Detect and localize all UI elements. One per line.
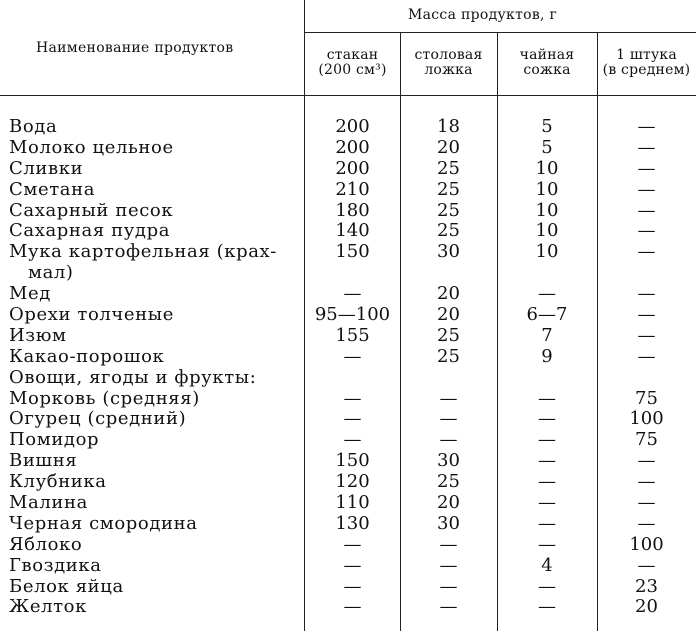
- value-glass: 200: [335, 157, 370, 179]
- product-name: Малина: [9, 492, 88, 514]
- header-col-tablespoon: [400, 48, 497, 78]
- value-piece: —: [637, 178, 656, 200]
- value-glass: —: [343, 533, 362, 555]
- value-tablespoon: 25: [437, 471, 460, 493]
- header-col-piece-line1: 1 штука: [616, 47, 677, 63]
- table-row: [0, 597, 696, 618]
- value-teaspoon: —: [538, 450, 556, 472]
- table-row: [0, 430, 696, 451]
- value-glass: —: [343, 554, 362, 576]
- value-glass: 200: [335, 136, 370, 158]
- value-tablespoon: 30: [437, 512, 460, 534]
- value-glass: 120: [335, 471, 370, 493]
- value-teaspoon: —: [538, 512, 556, 534]
- table-row: [0, 472, 696, 493]
- value-tablespoon: —: [439, 575, 458, 597]
- value-glass: 140: [335, 220, 370, 242]
- value-tablespoon: 20: [437, 283, 460, 305]
- value-glass: —: [343, 596, 362, 618]
- value-piece: —: [637, 554, 656, 576]
- value-piece: —: [637, 324, 656, 346]
- value-tablespoon: 25: [437, 157, 460, 179]
- value-teaspoon: 10: [535, 199, 559, 221]
- table-row: [0, 117, 696, 138]
- product-name: Какао-порошок: [9, 345, 165, 367]
- value-piece: —: [637, 241, 656, 263]
- value-tablespoon: —: [439, 408, 458, 430]
- header-name-column: Наименование продуктов: [36, 40, 234, 56]
- table-row: [0, 180, 696, 201]
- value-glass: 95—100: [314, 304, 391, 326]
- value-teaspoon: 10: [535, 220, 559, 242]
- rule-group-under: [304, 32, 696, 33]
- value-piece: 100: [629, 533, 664, 555]
- product-name: Гвоздика: [9, 554, 102, 576]
- value-teaspoon: 10: [535, 157, 559, 179]
- header-col-teaspoon-line2: сожка: [523, 62, 571, 78]
- product-name: Морковь (средняя): [9, 387, 200, 409]
- product-name: Изюм: [9, 324, 67, 346]
- product-name: Черная смородина: [9, 512, 198, 534]
- value-glass: 150: [335, 241, 370, 263]
- value-tablespoon: 25: [437, 199, 460, 221]
- value-teaspoon: —: [538, 596, 556, 618]
- value-teaspoon: —: [538, 283, 556, 305]
- table-row: [0, 284, 696, 305]
- product-name: Молоко цельное: [9, 136, 174, 158]
- header-col-teaspoon: [497, 48, 597, 78]
- value-glass: —: [343, 345, 362, 367]
- value-piece: —: [637, 199, 656, 221]
- value-tablespoon: 20: [437, 304, 460, 326]
- product-name: Яблоко: [9, 533, 83, 555]
- value-teaspoon: —: [538, 429, 556, 451]
- product-name: Мука картофельная (крах-: [9, 241, 277, 263]
- value-piece: —: [637, 116, 656, 137]
- product-name: Помидор: [9, 429, 100, 451]
- product-name: Вода: [9, 116, 58, 137]
- value-glass: 200: [335, 116, 370, 137]
- value-tablespoon: —: [439, 429, 458, 451]
- product-name: Вишня: [9, 450, 78, 472]
- value-glass: —: [343, 387, 362, 409]
- value-glass: 155: [335, 324, 370, 346]
- value-piece: —: [637, 304, 656, 326]
- value-tablespoon: 20: [437, 136, 460, 158]
- table-row: [0, 577, 696, 598]
- value-teaspoon: 4: [541, 554, 553, 576]
- value-piece: 75: [635, 387, 658, 409]
- value-piece: —: [637, 345, 656, 367]
- value-glass: 150: [335, 450, 370, 472]
- header-col-glass: [305, 48, 400, 78]
- product-name: Огурец (средний): [9, 408, 187, 430]
- value-tablespoon: —: [439, 554, 458, 576]
- value-teaspoon: —: [538, 408, 556, 430]
- value-teaspoon: —: [538, 533, 556, 555]
- product-name: Сливки: [9, 157, 84, 179]
- product-name: Белок яйца: [9, 575, 124, 597]
- table-row: [0, 305, 696, 326]
- value-teaspoon: 9: [541, 345, 553, 367]
- table-row: [0, 263, 696, 284]
- value-glass: 210: [335, 178, 370, 200]
- header-col-piece: [597, 48, 696, 78]
- value-glass: —: [343, 429, 362, 451]
- header-col-tablespoon-line1: столовая: [414, 47, 483, 63]
- value-teaspoon: 10: [535, 241, 559, 263]
- value-piece: 75: [635, 429, 658, 451]
- value-piece: 100: [629, 408, 664, 430]
- value-piece: —: [637, 283, 656, 305]
- value-tablespoon: 25: [437, 345, 460, 367]
- table-row: [0, 451, 696, 472]
- value-teaspoon: 10: [535, 178, 559, 200]
- table-row: [0, 389, 696, 410]
- header-col-tablespoon-line2: ложка: [424, 62, 473, 78]
- header-col-teaspoon-line1: чайная: [519, 47, 575, 63]
- value-tablespoon: —: [439, 533, 458, 555]
- value-tablespoon: 25: [437, 178, 460, 200]
- value-tablespoon: 25: [437, 220, 460, 242]
- table-row: [0, 326, 696, 347]
- value-teaspoon: —: [538, 387, 556, 409]
- header-col-glass-line2: (200 см³): [318, 62, 387, 78]
- value-teaspoon: 6—7: [526, 304, 568, 326]
- product-name: мал): [9, 262, 74, 284]
- product-name: Овощи, ягоды и фрукты:: [9, 366, 257, 388]
- product-name: Сахарный песок: [9, 199, 174, 221]
- table-row: [0, 514, 696, 535]
- value-piece: 23: [635, 575, 658, 597]
- header-col-piece-line2: (в среднем): [602, 62, 691, 78]
- value-teaspoon: 7: [541, 324, 553, 346]
- table-row: [0, 347, 696, 368]
- product-name: Сахарная пудра: [9, 220, 171, 242]
- table-row: [0, 493, 696, 514]
- table-row: [0, 159, 696, 180]
- table-row: [0, 201, 696, 222]
- value-teaspoon: 5: [541, 136, 553, 158]
- product-name: Клубника: [9, 471, 107, 493]
- value-glass: —: [343, 283, 362, 305]
- value-tablespoon: —: [439, 387, 458, 409]
- product-name: Желток: [9, 596, 87, 618]
- table-row: [0, 221, 696, 242]
- value-tablespoon: 30: [437, 241, 460, 263]
- value-glass: —: [343, 408, 362, 430]
- value-glass: —: [343, 575, 362, 597]
- table-row: [0, 368, 696, 389]
- value-teaspoon: —: [538, 575, 556, 597]
- value-piece: —: [637, 512, 656, 534]
- header-group-title: Масса продуктов, г: [408, 7, 558, 23]
- header-col-glass-line1: стакан: [326, 47, 379, 63]
- rule-header-bottom: [0, 95, 696, 96]
- value-piece: —: [637, 157, 656, 179]
- product-name: Орехи толченые: [9, 304, 174, 326]
- value-glass: 130: [335, 512, 370, 534]
- value-tablespoon: 25: [437, 324, 460, 346]
- value-piece: —: [637, 136, 656, 158]
- value-piece: 20: [635, 596, 658, 618]
- table-row: [0, 138, 696, 159]
- value-piece: —: [637, 471, 656, 493]
- table-body: [0, 117, 696, 618]
- value-glass: 110: [335, 492, 370, 514]
- value-glass: 180: [335, 199, 370, 221]
- table-row: [0, 409, 696, 430]
- value-teaspoon: —: [538, 492, 556, 514]
- value-tablespoon: —: [439, 596, 458, 618]
- table-row: [0, 535, 696, 556]
- value-tablespoon: 20: [437, 492, 460, 514]
- value-teaspoon: —: [538, 471, 556, 493]
- value-tablespoon: 30: [437, 450, 460, 472]
- value-piece: —: [637, 450, 656, 472]
- table-row: [0, 556, 696, 577]
- value-tablespoon: 18: [437, 116, 460, 137]
- value-teaspoon: 5: [541, 116, 553, 137]
- product-name: Мед: [9, 283, 51, 305]
- value-piece: —: [637, 492, 656, 514]
- product-name: Сметана: [9, 178, 96, 200]
- table-row: [0, 242, 696, 263]
- value-piece: —: [637, 220, 656, 242]
